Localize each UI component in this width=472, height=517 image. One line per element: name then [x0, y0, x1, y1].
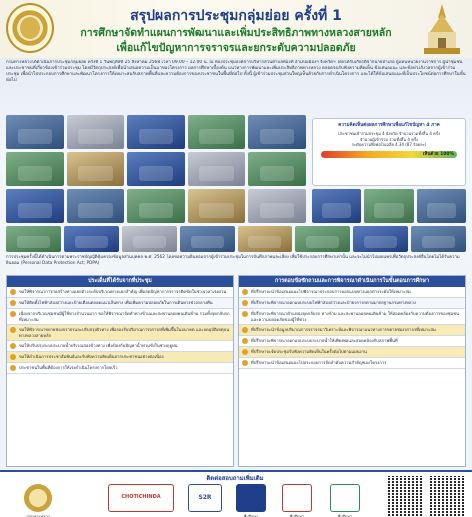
qr-code[interactable] [388, 476, 422, 516]
meeting-photo [417, 189, 466, 223]
satisfaction-title: ความคิดเห็นต่อผลการศึกษาเพื่อแก้ไขปัญหา 4 ภาค [338, 123, 440, 128]
department-seal-logo [6, 3, 54, 53]
consultant-logo [282, 484, 312, 512]
meeting-photo [188, 189, 246, 223]
bullet-icon [242, 338, 248, 344]
satisfaction-line: ประชาชนเข้าร่วมประชุม 4 จังหวัด จำนวนรวมทั้งสิ้น 4 ครั้ง [338, 131, 440, 136]
project-subtitle-line1: การศึกษาจัดทำแผนการพัฒนาและเพิ่มประสิทธิภาพทางหลวงสายหลัก [80, 27, 392, 39]
temple-illustration [416, 2, 468, 56]
bullet-icon [10, 365, 16, 371]
consultant-logo [330, 484, 360, 512]
bullet-icon [10, 354, 16, 360]
header-banner [0, 0, 472, 58]
org-name: กรมทางหลวง [26, 514, 50, 517]
org-name: ที่ปรึกษา [337, 514, 353, 517]
meeting-photo [238, 226, 293, 252]
table-row: ขอให้พิจารณาขยายช่องจราจรและปรับปรุงผิวทาง เพื่อรองรับปริมาณการจราจรที่เพิ่มขึ้นในอนาคต และลดอุบัติเหตุบนทางหลวงสายหลัก [7, 325, 233, 341]
meeting-photo-strip [6, 226, 466, 252]
intro-paragraph: กรมทางหลวงได้ดำเนินการประชุมกลุ่มย่อย ครั้งที่ 1 วันพฤหัสที่ 25 สิงหาคม 2568 เวลา 09.00 – 12.00 น. ณ ห้องประชุมองค์การบริหารส่วนตำบลท้องที่ อำเภอเมืองฯ จังหวัดฯ โดยได้รับเกียรติจากนายอำเภอ ผู้แทนหน่วยงานราชการ ผู้นำชุมชน และประชาชนที่เกี่ยวข้องเข้าร่วมประชุม โดยมีวัตถุประสงค์เพื่อนำเสนอความเป็นมาของโครงการ ผลการศึกษาเบื้องต้น แนวทางการพัฒนาและเพิ่มประสิทธิภาพทางหลวง ตลอดจนรับฟังความคิดเห็น ข้อเสนอแนะ และข้อห่วงกังวลจากผู้เข้าร่วมประชุม เพื่อนำไปประกอบการศึกษาและพัฒนาโครงการให้เหมาะสมกับสภาพพื้นที่และความต้องการของประชาชนในพื้นที่ต่อไป ทั้งนี้ ผู้เข้าร่วมประชุมส่วนใหญ่เห็นด้วยกับการดำเนินโครงการ และได้ให้ข้อเสนอแนะที่เป็นประโยชน์ต่อการศึกษาในขั้นต่อไป [6, 60, 466, 83]
table-row: ขอให้ติดตั้งไฟฟ้าส่องสว่างและป้ายเตือนตลอดแนวเส้นทาง เพื่อเพิ่มความปลอดภัยในการเดินทางช่วงกลางคืน [7, 298, 233, 309]
meeting-photo [180, 226, 235, 252]
satisfaction-bar-label: เห็นด้วย 100% [422, 151, 454, 157]
meeting-photo [6, 189, 64, 223]
table-row: ขอให้พิจารณาการก่อสร้างทางแยกต่างระดับบริเวณทางแยกสำคัญ เพื่อลดปัญหาการจราจรติดขัดในช่วงเวลาเร่งด่วน [7, 287, 233, 298]
table-row: ขอให้ดำเนินการประชาสัมพันธ์และรับฟังความคิดเห็นจากประชาชนอย่างต่อเนื่อง [7, 352, 233, 363]
meeting-photo [127, 189, 185, 223]
bullet-icon [10, 300, 16, 306]
meeting-photo [248, 115, 306, 149]
meeting-photo [411, 226, 466, 252]
org-name: S2R [198, 494, 212, 501]
org-name: ที่ปรึกษา [289, 514, 305, 517]
table-row: ที่ปรึกษาจะพิจารณาออกแบบระบบระบายน้ำให้เพียงพอและสอดคล้องกับสภาพพื้นที่ [239, 336, 465, 347]
meeting-photo [67, 115, 125, 149]
meeting-photo [6, 115, 64, 149]
meeting-photo [67, 189, 125, 223]
meeting-photo-grid-secondary [312, 189, 466, 223]
meeting-photo [295, 226, 350, 252]
meeting-photo [64, 226, 119, 252]
meeting-photo [6, 152, 64, 186]
table-row: ที่ปรึกษาจะนำข้อเสนอแนะไปพิจารณาประกอบการออกแบบทางแยกต่างระดับให้เหมาะสม [239, 287, 465, 298]
table-row: เนื่องจากบริเวณชุมชนมีผู้ใช้ทางจำนวนมาก ขอให้พิจารณาจัดทำทางข้ามและสะพานลอยคนเดินข้าม รวมทั้งจุดกลับรถที่เหมาะสม [7, 309, 233, 325]
satisfaction-summary-box [312, 118, 466, 186]
meeting-photo-grid [6, 115, 306, 223]
meeting-photo [353, 226, 408, 252]
project-subtitle-line2: เพื่อแก้ไขปัญหาการจราจรและยกระดับความปลอดภัย [116, 42, 356, 54]
qr-code[interactable] [430, 476, 464, 516]
issues-table [6, 275, 234, 467]
bullet-icon [10, 311, 16, 317]
org-name: CHOTICHINDA [121, 494, 161, 500]
bullet-icon [242, 300, 248, 306]
meeting-photo [248, 189, 306, 223]
meeting-photo [6, 226, 61, 252]
bullet-icon [242, 349, 248, 355]
meeting-photo [127, 115, 185, 149]
responses-table-header: การตอบข้อซักถามและการพิจารณาดำเนินการในขั้นตอนการศึกษา [239, 276, 465, 287]
table-row: ที่ปรึกษาจะพิจารณาตำแหน่งจุดกลับรถ ทางข้าม และสะพานลอยคนเดินข้าม ให้สอดคล้องกับความต้องการของชุมชนและความปลอดภัยของผู้ใช้ทาง [239, 309, 465, 325]
consultant-logo [236, 484, 266, 512]
satisfaction-bar [321, 151, 457, 158]
meeting-photo [364, 189, 413, 223]
bullet-icon [242, 289, 248, 295]
bullet-icon [242, 311, 248, 317]
meeting-photo [188, 115, 246, 149]
bullet-icon [242, 327, 248, 333]
satisfaction-line: จำนวนผู้เข้าร่วม รวมทั้งสิ้น 4 ครั้ง [360, 136, 418, 142]
meeting-photo [248, 152, 306, 186]
bullet-icon [10, 343, 16, 349]
satisfaction-line: ระดับความพึงพอใจเฉลี่ย 4.34 (87 ร้อยละ) [351, 142, 427, 147]
bullet-icon [10, 327, 16, 333]
issues-table-header: ประเด็นที่ได้รับจากที่ประชุม [7, 276, 233, 287]
meeting-photo [312, 189, 361, 223]
responses-table [238, 275, 466, 467]
meeting-photo [122, 226, 177, 252]
table-row: ที่ปรึกษาจะจัดประชุมรับฟังความคิดเห็นในครั้งต่อไปตามแผนงาน [239, 347, 465, 358]
table-row: ขอให้ปรับปรุงระบบระบายน้ำบริเวณสองข้างทาง เพื่อป้องกันปัญหาน้ำท่วมขังในช่วงฤดูฝน [7, 341, 233, 352]
table-row: ที่ปรึกษาจะนำข้อมูลปริมาณการจราจรมาวิเคราะห์และพิจารณาแนวทางการขยายช่องจราจรที่เหมาะสม [239, 325, 465, 336]
footer-title: ติดต่อสอบถามเพิ่มเติม [206, 475, 264, 482]
bullet-icon [10, 289, 16, 295]
bullet-icon [242, 360, 248, 366]
page-title: สรุปผลการประชุมกลุ่มย่อย ครั้งที่ 1 [130, 8, 342, 24]
department-logo [24, 484, 52, 512]
org-name: ที่ปรึกษา [243, 514, 259, 517]
table-row: ที่ปรึกษาจะพิจารณาออกแบบระบบไฟฟ้าส่องสว่างและป้ายจราจรตามมาตรฐานกรมทางหลวง [239, 298, 465, 309]
table-row: ประชาชนในพื้นที่ต้องการให้เร่งดำเนินโครงการโดยเร็ว [7, 363, 233, 374]
meeting-photo [188, 152, 246, 186]
meeting-photo [127, 152, 185, 186]
meeting-photo [67, 152, 125, 186]
table-row: ที่ปรึกษาจะนำข้อเสนอแนะไปประกอบการจัดลำดับความสำคัญของโครงการ [239, 358, 465, 369]
footer-contact-bar [0, 470, 472, 517]
pdpa-note: การประชุมครั้งนี้ได้ดำเนินการตามพระราชบัญญัติคุ้มครองข้อมูลส่วนบุคคล พ.ศ. 2562 โดยขอความยินยอมจากผู้เข้าร่วมประชุมในการบันทึกภาพและเสียง เพื่อใช้ประกอบการศึกษาเท่านั้น และจะไม่นำไปเผยแพร่เพื่อวัตถุประสงค์อื่นโดยไม่ได้รับความยินยอม (Personal Data Protection Act; PDPA) [6, 255, 460, 266]
